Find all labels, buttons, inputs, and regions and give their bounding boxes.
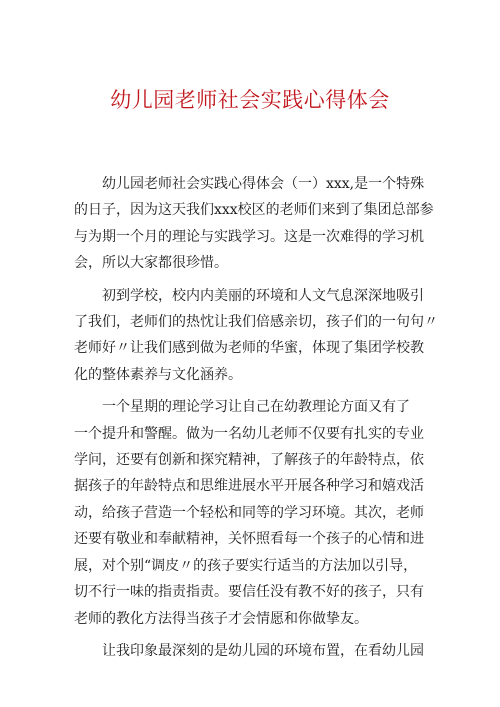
text-line: 学问，还要有创新和探究精神，了解孩子的年龄特点，依 — [74, 452, 424, 469]
document-body — [74, 171, 440, 664]
text-line: 化的整体素养与文化涵养。 — [74, 366, 242, 383]
text-line: 老师的教化方法得当孩子才会情愿和你做挚友。 — [74, 610, 368, 627]
text-line: 了我们，老师们的热忱让我们倍感亲切，孩子们的一句句〃 — [74, 314, 438, 331]
text-line: 让我印象最深刻的是幼儿园的环境布置，在看幼儿园 — [102, 642, 424, 659]
text-line: 动，给孩子营造一个轻松和同等的学习环境。其次，老师 — [74, 504, 424, 521]
text-line: 幼儿园老师社会实践心得体会（一）xxx,是一个特殊 — [102, 176, 425, 192]
text-line: 会，所以大家都很珍惜。 — [74, 255, 228, 272]
text-line: 老师好〃让我们感到做为老师的华蜜，体现了集团学校教 — [74, 340, 424, 357]
paragraph-3 — [74, 394, 440, 632]
text-line: 还要有敬业和奉献精神，关怀照看每一个孩子的心情和进 — [74, 531, 424, 548]
text-line: 的日子，因为这天我们xxx校区的老师们来到了集团总部参 — [74, 202, 434, 219]
paragraph-2 — [74, 283, 440, 389]
text-line: 据孩子的年龄特点和思维进展水平开展各种学习和嬉戏活 — [74, 478, 424, 495]
paragraph-4 — [74, 638, 440, 664]
text-line: 初到学校，校内内美丽的环境和人文气息深深地吸引 — [102, 287, 424, 304]
text-line: 切不行一味的指责指责。要信任没有教不好的孩子，只有 — [74, 584, 424, 601]
text-line: 一个提升和警醒。做为一名幼儿老师不仅要有扎实的专业 — [74, 425, 424, 442]
document-title: 幼儿园老师社会实践心得体会 — [110, 88, 390, 112]
paragraph-1 — [74, 171, 440, 277]
text-line: 与为期一个月的理论与实践学习。这是一次难得的学习机 — [74, 228, 424, 245]
text-line: 展，对个别“调皮〃的孩子要实行适当的方法加以引导， — [74, 557, 418, 574]
text-line: 一个星期的理论学习让自己在幼教理论方面又有了 — [102, 399, 410, 416]
